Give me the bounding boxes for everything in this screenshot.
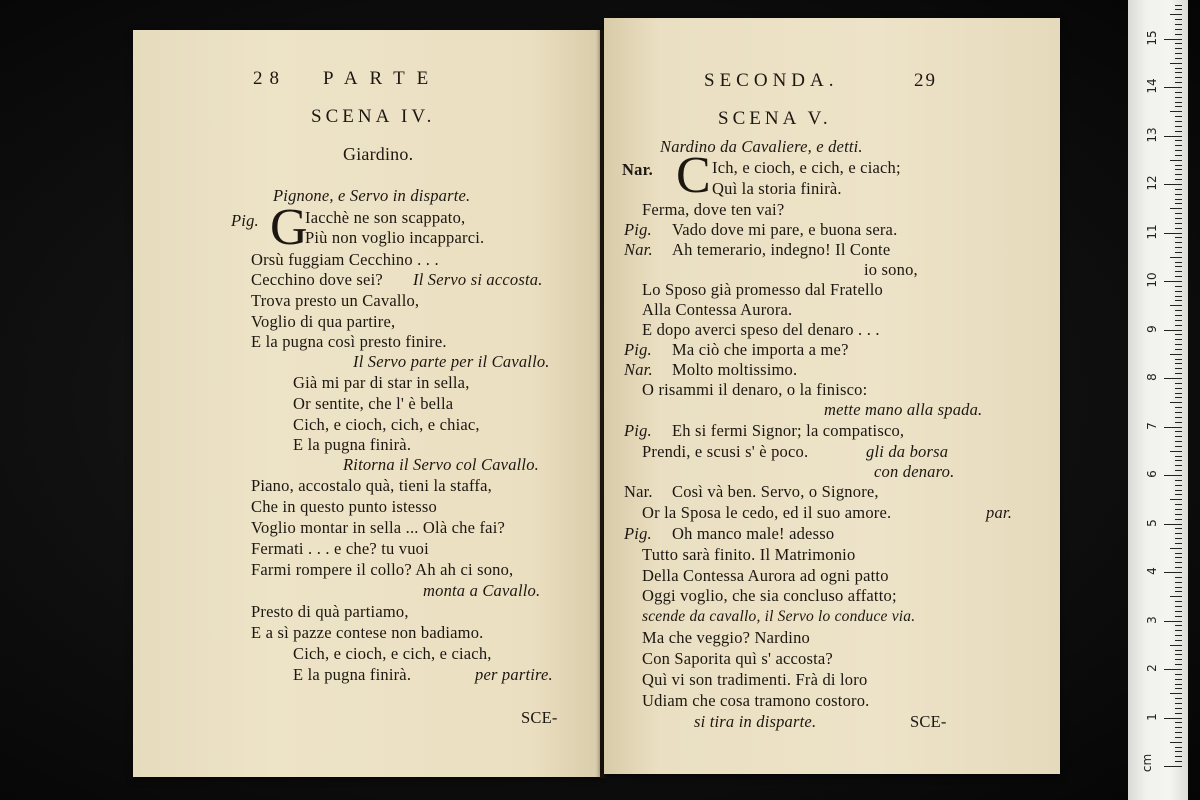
left-stage-direction: monta a Cavallo. xyxy=(423,581,541,600)
ruler-tick xyxy=(1175,485,1182,486)
ruler-tick xyxy=(1175,339,1182,340)
ruler-tick xyxy=(1175,271,1182,272)
right-speaker-label: Pig. xyxy=(624,220,652,239)
ruler-tick xyxy=(1175,203,1182,204)
ruler-tick xyxy=(1175,140,1182,141)
left-stage-direction: Ritorna il Servo col Cavallo. xyxy=(343,455,539,474)
ruler-tick xyxy=(1164,475,1182,476)
ruler-number: 2 xyxy=(1145,664,1159,672)
ruler-tick xyxy=(1175,412,1182,413)
ruler-tick xyxy=(1164,718,1182,719)
ruler-tick xyxy=(1175,334,1182,335)
ruler-tick xyxy=(1170,499,1182,500)
ruler-tick xyxy=(1175,9,1182,10)
ruler-tick xyxy=(1175,538,1182,539)
right-verse-line: E dopo averci speso del denaro . . . xyxy=(642,320,880,339)
ruler-tick xyxy=(1175,456,1182,457)
ruler-number: 11 xyxy=(1145,223,1159,240)
right-verse-line: Or la Sposa le cedo, ed il suo amore. xyxy=(642,503,892,522)
ruler-tick xyxy=(1164,281,1182,282)
ruler-tick xyxy=(1175,223,1182,224)
ruler-tick xyxy=(1175,737,1182,738)
left-verse-line: Cich, e cioch, cich, e chiac, xyxy=(293,415,480,434)
ruler-number: 7 xyxy=(1145,421,1159,430)
left-page xyxy=(133,30,600,777)
ruler-tick xyxy=(1175,363,1182,364)
ruler-tick xyxy=(1175,310,1182,311)
ruler-tick xyxy=(1175,504,1182,505)
ruler-tick xyxy=(1175,131,1182,132)
right-verse-line: Alla Contessa Aurora. xyxy=(642,300,793,319)
left-catchword: SCE- xyxy=(521,708,558,727)
ruler-tick xyxy=(1175,383,1182,384)
right-catchword: SCE- xyxy=(910,712,947,731)
ruler-tick xyxy=(1175,97,1182,98)
left-verse-line: Cich, e cioch, e cich, e ciach, xyxy=(293,644,492,663)
right-verse-line: Oggi voglio, che sia concluso affatto; xyxy=(642,586,897,605)
right-speaker-label: Nar. xyxy=(622,160,653,179)
right-page-number: 29 xyxy=(914,70,937,91)
right-speaker-label: Pig. xyxy=(624,524,652,543)
right-verse-line: Ferma, dove ten vai? xyxy=(642,200,785,219)
ruler-tick xyxy=(1175,24,1182,25)
ruler-tick xyxy=(1175,562,1182,563)
ruler-tick xyxy=(1175,368,1182,369)
right-verse-line: Udiam che cosa tramono costoro. xyxy=(642,691,870,710)
ruler-tick xyxy=(1175,509,1182,510)
ruler-tick xyxy=(1175,514,1182,515)
ruler-tick xyxy=(1175,262,1182,263)
ruler-tick xyxy=(1175,150,1182,151)
left-verse-line: E a sì pazze contese non badiamo. xyxy=(251,623,484,642)
ruler-tick xyxy=(1164,669,1182,670)
ruler-tick xyxy=(1175,606,1182,607)
ruler-tick xyxy=(1175,291,1182,292)
ruler-tick xyxy=(1175,567,1182,568)
ruler-tick xyxy=(1175,417,1182,418)
ruler-tick xyxy=(1170,305,1182,306)
right-verse-line: Oh manco male! adesso xyxy=(672,524,835,543)
ruler-tick xyxy=(1175,48,1182,49)
right-speaker-label: Nar. xyxy=(624,482,653,501)
ruler-tick xyxy=(1175,625,1182,626)
ruler-tick xyxy=(1175,43,1182,44)
ruler-tick xyxy=(1164,233,1182,234)
right-verse-line: Eh si fermi Signor; la compatisco, xyxy=(672,421,905,440)
ruler-tick xyxy=(1175,751,1182,752)
ruler-tick xyxy=(1175,266,1182,267)
ruler-tick xyxy=(1175,703,1182,704)
right-verse-line: Tutto sarà finito. Il Matrimonio xyxy=(642,545,856,564)
left-verse-line: Presto di quà partiamo, xyxy=(251,602,409,621)
ruler-tick xyxy=(1175,708,1182,709)
ruler-tick xyxy=(1175,630,1182,631)
ruler-tick xyxy=(1175,679,1182,680)
left-verse-line: Iacchè ne son scappato, xyxy=(305,208,466,227)
ruler-tick xyxy=(1164,572,1182,573)
right-stage-direction: par. xyxy=(986,503,1013,522)
left-running-head: PARTE xyxy=(323,68,441,89)
ruler-tick xyxy=(1175,174,1182,175)
ruler-tick xyxy=(1175,247,1182,248)
ruler-tick xyxy=(1175,650,1182,651)
left-verse-line: Trova presto un Cavallo, xyxy=(251,291,420,310)
measurement-ruler xyxy=(1128,0,1188,800)
ruler-tick xyxy=(1175,72,1182,73)
ruler-tick xyxy=(1175,587,1182,588)
ruler-tick xyxy=(1175,446,1182,447)
ruler-tick xyxy=(1170,742,1182,743)
right-stage-direction: mette mano alla spada. xyxy=(824,400,983,419)
ruler-tick xyxy=(1175,684,1182,685)
right-verse-line: Così và ben. Servo, o Signore, xyxy=(672,482,879,501)
ruler-tick xyxy=(1175,388,1182,389)
ruler-tick xyxy=(1175,747,1182,748)
right-page xyxy=(604,18,1060,774)
left-verse-line: E la pugna finirà. xyxy=(293,665,412,684)
left-stage-direction: Pignone, e Servo in disparte. xyxy=(273,186,471,205)
left-speaker-label: Pig. xyxy=(231,211,259,230)
ruler-tick xyxy=(1175,397,1182,398)
ruler-tick xyxy=(1175,344,1182,345)
ruler-tick xyxy=(1170,548,1182,549)
ruler-tick xyxy=(1175,553,1182,554)
ruler-number: 10 xyxy=(1145,272,1159,288)
ruler-number: 13 xyxy=(1145,126,1159,143)
ruler-scale xyxy=(1128,0,1188,800)
ruler-tick xyxy=(1175,320,1182,321)
ruler-number: 1 xyxy=(1145,712,1159,721)
ruler-tick xyxy=(1175,490,1182,491)
ruler-tick xyxy=(1175,543,1182,544)
ruler-tick xyxy=(1175,601,1182,602)
right-verse-line: Quì la storia finirà. xyxy=(712,179,842,198)
ruler-tick xyxy=(1175,189,1182,190)
ruler-tick xyxy=(1175,349,1182,350)
ruler-tick xyxy=(1164,136,1182,137)
left-verse-line: E la pugna finirà. xyxy=(293,435,412,454)
right-speaker-label: Nar. xyxy=(624,240,653,259)
ruler-tick xyxy=(1175,732,1182,733)
ruler-tick xyxy=(1175,242,1182,243)
ruler-number: 8 xyxy=(1145,373,1159,381)
left-verse-line: Più non voglio incapparci. xyxy=(305,228,485,247)
ruler-tick xyxy=(1175,494,1182,495)
ruler-tick xyxy=(1170,354,1182,355)
ruler-tick xyxy=(1175,58,1182,59)
ruler-tick xyxy=(1175,422,1182,423)
ruler-tick xyxy=(1175,145,1182,146)
ruler-tick xyxy=(1175,252,1182,253)
right-verse-line: Lo Sposo già promesso dal Fratello xyxy=(642,280,883,299)
ruler-tick xyxy=(1175,722,1182,723)
ruler-tick xyxy=(1170,693,1182,694)
right-stage-direction: con denaro. xyxy=(874,462,955,481)
ruler-tick xyxy=(1175,533,1182,534)
left-verse-line: Voglio montar in sella ... Olà che fai? xyxy=(251,518,506,537)
ruler-tick xyxy=(1175,77,1182,78)
ruler-tick xyxy=(1175,460,1182,461)
ruler-tick xyxy=(1175,155,1182,156)
left-stage-direction: Il Servo parte per il Cavallo. xyxy=(353,352,550,371)
left-drop-cap: G xyxy=(270,199,308,256)
ruler-tick xyxy=(1175,519,1182,520)
ruler-tick xyxy=(1175,756,1182,757)
right-verse-line: O risammi il denaro, o la finisco: xyxy=(642,380,868,399)
right-verse-line: Quì vi son tradimenti. Frà di loro xyxy=(642,670,868,689)
ruler-tick xyxy=(1175,674,1182,675)
right-stage-direction: si tira in disparte. xyxy=(694,712,817,731)
left-verse-line: Piano, accostalo quà, tieni la staffa, xyxy=(251,476,492,495)
open-book xyxy=(120,14,1080,784)
ruler-number: 12 xyxy=(1145,175,1159,191)
ruler-tick xyxy=(1170,160,1182,161)
ruler-tick xyxy=(1175,102,1182,103)
ruler-tick xyxy=(1175,407,1182,408)
left-verse-line: Già mi par di star in sella, xyxy=(293,373,470,392)
right-verse-line: Ma che veggio? Nardino xyxy=(642,628,810,647)
right-verse-line: Ah temerario, indegno! Il Conte xyxy=(672,240,891,259)
ruler-tick xyxy=(1175,591,1182,592)
ruler-tick xyxy=(1175,169,1182,170)
right-verse-line: Della Contessa Aurora ad ogni patto xyxy=(642,566,889,585)
ruler-tick xyxy=(1175,165,1182,166)
ruler-tick xyxy=(1175,300,1182,301)
left-verse-line: Farmi rompere il collo? Ah ah ci sono, xyxy=(251,560,514,579)
ruler-tick xyxy=(1170,208,1182,209)
ruler-tick xyxy=(1175,727,1182,728)
ruler-tick xyxy=(1175,713,1182,714)
ruler-tick xyxy=(1175,199,1182,200)
ruler-tick xyxy=(1170,596,1182,597)
ruler-tick xyxy=(1175,557,1182,558)
left-scene-title: SCENA IV. xyxy=(311,106,436,127)
ruler-tick xyxy=(1164,766,1182,767)
ruler-tick xyxy=(1175,470,1182,471)
right-drop-cap: C xyxy=(676,147,711,204)
ruler-tick xyxy=(1175,698,1182,699)
ruler-tick xyxy=(1175,436,1182,437)
ruler-tick xyxy=(1170,645,1182,646)
right-running-head: SECONDA. xyxy=(704,70,839,91)
ruler-tick xyxy=(1175,82,1182,83)
ruler-tick xyxy=(1170,402,1182,403)
ruler-unit-label: cm xyxy=(1140,753,1155,773)
left-verse-line: Or sentite, che l' è bella xyxy=(293,394,454,413)
ruler-tick xyxy=(1175,106,1182,107)
ruler-tick xyxy=(1175,116,1182,117)
ruler-tick xyxy=(1170,451,1182,452)
ruler-tick xyxy=(1164,39,1182,40)
ruler-tick xyxy=(1170,111,1182,112)
ruler-tick xyxy=(1175,611,1182,612)
ruler-tick xyxy=(1175,126,1182,127)
right-verse-line: Ich, e cioch, e cich, e ciach; xyxy=(712,158,901,177)
ruler-tick xyxy=(1175,431,1182,432)
ruler-tick xyxy=(1175,659,1182,660)
ruler-tick xyxy=(1170,14,1182,15)
ruler-tick xyxy=(1175,237,1182,238)
ruler-tick xyxy=(1164,524,1182,525)
ruler-tick xyxy=(1175,761,1182,762)
right-verse-line: io sono, xyxy=(864,260,918,279)
ruler-tick xyxy=(1175,276,1182,277)
ruler-tick xyxy=(1164,87,1182,88)
ruler-number: 15 xyxy=(1145,29,1159,46)
ruler-tick xyxy=(1175,194,1182,195)
ruler-tick xyxy=(1175,213,1182,214)
ruler-number: 3 xyxy=(1145,615,1159,624)
ruler-tick xyxy=(1175,528,1182,529)
right-scene-title: SCENA V. xyxy=(718,108,832,129)
left-stage-direction: per partire. xyxy=(475,665,553,684)
left-page-number: 28 xyxy=(253,68,286,89)
ruler-tick xyxy=(1175,19,1182,20)
ruler-tick xyxy=(1175,34,1182,35)
left-verse-line: Cecchino dove sei? xyxy=(251,270,383,289)
ruler-tick xyxy=(1175,286,1182,287)
ruler-tick xyxy=(1175,121,1182,122)
ruler-tick xyxy=(1175,441,1182,442)
ruler-tick xyxy=(1170,63,1182,64)
right-verse-line: Con Saporita quì s' accosta? xyxy=(642,649,833,668)
left-verse-line: Voglio di qua partire, xyxy=(251,312,396,331)
ruler-tick xyxy=(1175,688,1182,689)
ruler-tick xyxy=(1175,480,1182,481)
ruler-tick xyxy=(1175,179,1182,180)
ruler-tick xyxy=(1164,378,1182,379)
right-verse-line: Molto moltissimo. xyxy=(672,360,798,379)
ruler-number: 9 xyxy=(1145,324,1159,333)
ruler-tick xyxy=(1164,184,1182,185)
ruler-tick xyxy=(1175,664,1182,665)
ruler-tick xyxy=(1175,393,1182,394)
ruler-tick xyxy=(1175,325,1182,326)
left-verse-line: Orsù fuggiam Cecchino . . . xyxy=(251,250,439,269)
ruler-tick xyxy=(1175,29,1182,30)
ruler-tick xyxy=(1170,257,1182,258)
ruler-tick xyxy=(1175,373,1182,374)
ruler-tick xyxy=(1175,577,1182,578)
ruler-tick xyxy=(1175,5,1182,6)
ruler-tick xyxy=(1175,315,1182,316)
right-stage-direction: Nardino da Cavaliere, e detti. xyxy=(660,137,863,156)
ruler-tick xyxy=(1175,635,1182,636)
right-verse-line: Vado dove mi pare, e buona sera. xyxy=(672,220,898,239)
left-stage-direction: Il Servo si accosta. xyxy=(413,270,543,289)
ruler-tick xyxy=(1164,427,1182,428)
ruler-tick xyxy=(1164,621,1182,622)
ruler-tick xyxy=(1175,654,1182,655)
ruler-tick xyxy=(1175,68,1182,69)
ruler-tick xyxy=(1175,218,1182,219)
ruler-tick xyxy=(1175,465,1182,466)
ruler-tick xyxy=(1175,616,1182,617)
ruler-tick xyxy=(1175,582,1182,583)
ruler-number: 14 xyxy=(1145,78,1159,94)
ruler-tick xyxy=(1175,359,1182,360)
ruler-tick xyxy=(1175,92,1182,93)
ruler-number: 4 xyxy=(1145,567,1159,575)
ruler-tick xyxy=(1164,330,1182,331)
right-speaker-label: Pig. xyxy=(624,340,652,359)
left-verse-line: Fermati . . . e che? tu vuoi xyxy=(251,539,429,558)
right-verse-line: Ma ciò che importa a me? xyxy=(672,340,849,359)
right-stage-direction: gli da borsa xyxy=(866,442,949,461)
right-stage-direction: scende da cavallo, il Servo lo conduce via. xyxy=(642,608,916,625)
ruler-number: 6 xyxy=(1145,470,1159,478)
ruler-tick xyxy=(1175,296,1182,297)
ruler-number: 5 xyxy=(1145,518,1159,527)
ruler-tick xyxy=(1175,53,1182,54)
left-verse-line: Che in questo punto istesso xyxy=(251,497,437,516)
left-setting: Giardino. xyxy=(343,144,414,164)
right-verse-line: Prendi, e scusi s' è poco. xyxy=(642,442,809,461)
ruler-tick xyxy=(1175,640,1182,641)
ruler-tick xyxy=(1175,228,1182,229)
left-verse-line: E la pugna così presto finire. xyxy=(251,332,447,351)
right-speaker-label: Nar. xyxy=(624,360,653,379)
right-speaker-label: Pig. xyxy=(624,421,652,440)
